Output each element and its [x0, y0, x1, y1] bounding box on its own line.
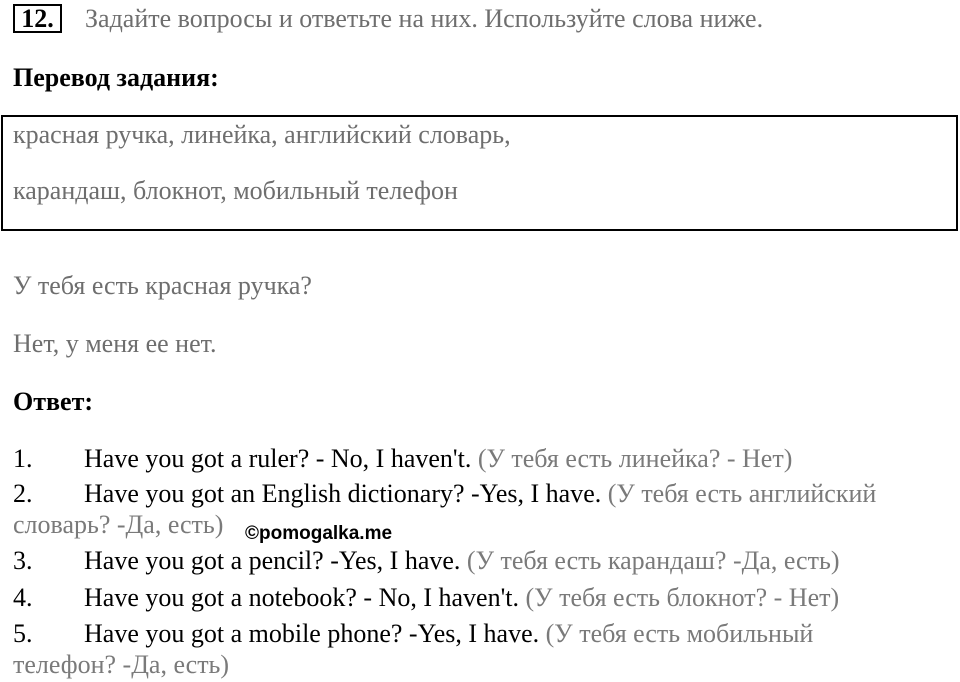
answer-content [84, 479, 876, 509]
answer-item [13, 619, 953, 649]
answer-number: 3. [13, 546, 33, 575]
answer-english: Have you got a pencil? -Yes, I have. [84, 546, 461, 575]
answer-russian: (У тебя есть линейка? - Нет) [477, 444, 793, 473]
answer-content [84, 444, 792, 474]
answer-number: 5. [13, 619, 33, 648]
task-instruction: Задайте вопросы и ответьте на них. Используйте слова ниже. [85, 4, 764, 33]
answer-content [84, 546, 839, 576]
answer-content [84, 583, 839, 613]
answer-russian: (У тебя есть карандаш? -Да, есть) [466, 546, 840, 575]
answer-item [13, 583, 953, 613]
answer-english: Have you got a ruler? - No, I haven't. [84, 444, 472, 473]
answer-russian-continued: словарь? -Да, есть) [13, 510, 224, 539]
answer-content [84, 619, 813, 649]
answer-number: 2. [13, 479, 33, 508]
answer-russian: (У тебя есть блокнот? - Нет) [525, 583, 840, 612]
answer-number: 1. [13, 444, 33, 473]
answer-heading: Ответ: [13, 387, 94, 416]
example-question: У тебя есть красная ручка? [13, 271, 312, 300]
answer-english: Have you got a mobile phone? -Yes, I have. [84, 619, 540, 648]
answer-item [13, 444, 953, 474]
word-list-line-2: карандаш, блокнот, мобильный телефон [13, 176, 458, 205]
answer-english: Have you got an English dictionary? -Yes, I have. [84, 479, 602, 508]
answer-item [13, 546, 953, 576]
watermark: ©pomogalka.me [245, 523, 393, 544]
word-list-line-1: красная ручка, линейка, английский словарь, [13, 120, 511, 149]
answer-russian-continued: телефон? -Да, есть) [13, 650, 230, 679]
translation-heading: Перевод задания: [13, 63, 219, 92]
task-number: 12. [13, 4, 62, 33]
answer-item [13, 479, 953, 509]
answer-english: Have you got a notebook? - No, I haven't. [84, 583, 520, 612]
answer-russian: (У тебя есть мобильный [545, 619, 814, 648]
answer-number: 4. [13, 583, 33, 612]
answer-russian: (У тебя есть английский [607, 479, 877, 508]
example-answer: Нет, у меня ее нет. [13, 329, 217, 358]
